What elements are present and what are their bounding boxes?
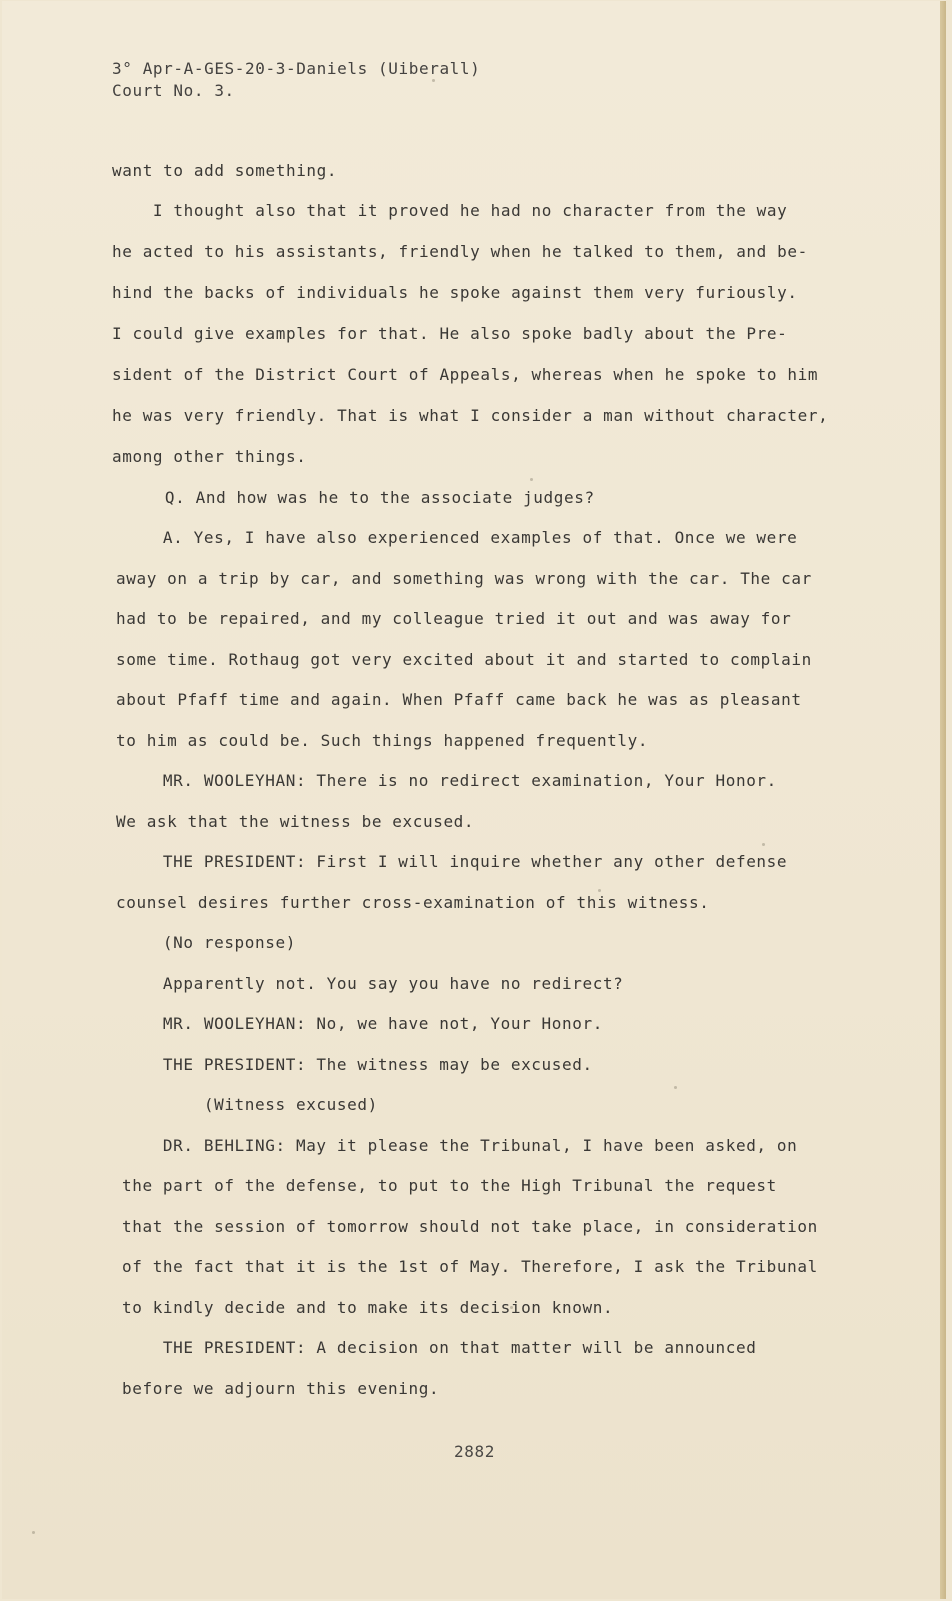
- body-line: I could give examples for that. He also spoke badly about the Pre-: [112, 324, 788, 343]
- body-line: Q. And how was he to the associate judges?: [124, 488, 595, 507]
- body-line: want to add something.: [112, 161, 338, 180]
- body-line: DR. BEHLING: May it please the Tribunal, I have been asked, on: [122, 1136, 798, 1155]
- body-line: (No response): [122, 933, 296, 952]
- body-line: to kindly decide and to make its decision known.: [122, 1298, 614, 1317]
- body-line: he was very friendly. That is what I consider a man without character,: [112, 406, 829, 425]
- header-line-2: Court No. 3.: [112, 81, 235, 100]
- paper-speck: [762, 843, 765, 846]
- paper-speck: [510, 1306, 513, 1309]
- paper-speck: [530, 478, 533, 481]
- body-line: MR. WOOLEYHAN: There is no redirect examination, Your Honor.: [122, 771, 777, 790]
- body-line: MR. WOOLEYHAN: No, we have not, Your Honor.: [122, 1014, 603, 1033]
- typewritten-page: [2, 1, 946, 1599]
- body-line: of the fact that it is the 1st of May. Therefore, I ask the Tribunal: [122, 1257, 818, 1276]
- paper-speck: [598, 889, 601, 892]
- paper-speck: [32, 1531, 35, 1534]
- body-line: among other things.: [112, 447, 307, 466]
- body-line: (Witness excused): [122, 1095, 378, 1114]
- body-line: We ask that the witness be excused.: [116, 812, 475, 831]
- body-line: to him as could be. Such things happened frequently.: [116, 731, 649, 750]
- body-line: sident of the District Court of Appeals, whereas when he spoke to him: [112, 365, 819, 384]
- paper-speck: [432, 79, 435, 82]
- body-line: THE PRESIDENT: The witness may be excused.: [122, 1055, 593, 1074]
- body-line: hind the backs of individuals he spoke against them very furiously.: [112, 283, 798, 302]
- body-line: before we adjourn this evening.: [122, 1379, 440, 1398]
- body-line: I thought also that it proved he had no character from the way: [112, 201, 788, 220]
- body-line: he acted to his assistants, friendly when he talked to them, and be-: [112, 242, 808, 261]
- page-edge: [940, 1, 946, 1599]
- body-line: counsel desires further cross-examination of this witness.: [116, 893, 710, 912]
- body-line: away on a trip by car, and something was wrong with the car. The car: [116, 569, 812, 588]
- header-line-1: 3° Apr-A-GES-20-3-Daniels (Uiberall): [112, 59, 481, 78]
- body-line: THE PRESIDENT: First I will inquire whether any other defense: [122, 852, 788, 871]
- body-line: that the session of tomorrow should not take place, in consideration: [122, 1217, 818, 1236]
- body-line: A. Yes, I have also experienced examples of that. Once we were: [122, 528, 798, 547]
- body-line: the part of the defense, to put to the High Tribunal the request: [122, 1176, 777, 1195]
- body-line: THE PRESIDENT: A decision on that matter will be announced: [122, 1338, 757, 1357]
- body-line: some time. Rothaug got very excited about it and started to complain: [116, 650, 812, 669]
- body-line: had to be repaired, and my colleague tried it out and was away for: [116, 609, 792, 628]
- body-line: Apparently not. You say you have no redirect?: [122, 974, 624, 993]
- body-line: about Pfaff time and again. When Pfaff came back he was as pleasant: [116, 690, 802, 709]
- paper-speck: [674, 1086, 677, 1089]
- page-number: 2882: [454, 1442, 495, 1461]
